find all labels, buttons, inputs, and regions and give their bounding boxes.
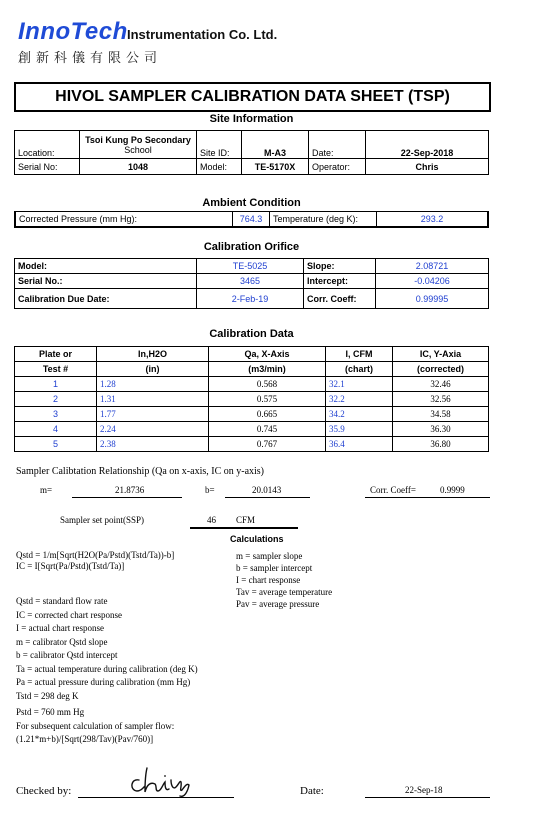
location-label: Location: xyxy=(15,131,80,159)
calibrator-definitions xyxy=(16,595,198,747)
signature-icon xyxy=(125,758,200,798)
cell-inh2o: 1.77 xyxy=(97,407,209,422)
ssp-value: 46 xyxy=(207,515,216,525)
date-value: 22-Sep-2018 xyxy=(366,131,489,159)
company-name: Instrumentation Co. Ltd. xyxy=(127,27,278,42)
footer-date-label: Date: xyxy=(300,785,324,797)
cell-qa: 0.568 xyxy=(209,377,326,392)
table-row xyxy=(15,392,489,407)
col-subheader-m3min: (m3/min) xyxy=(209,362,326,377)
relationship-corr-label: Corr. Coeff= xyxy=(370,485,416,495)
cell-qa: 0.575 xyxy=(209,392,326,407)
cell-inh2o: 2.38 xyxy=(97,437,209,452)
calculations-title: Calculations xyxy=(230,534,284,544)
def-pav: Pav = average pressure xyxy=(236,599,320,609)
company-chinese-name: 創新科儀有限公司 xyxy=(18,51,163,66)
def-line: Ta = actual temperature during calibration (deg K) xyxy=(16,663,198,674)
pressure-value: 764.3 xyxy=(233,212,270,228)
temperature-label: Temperature (deg K): xyxy=(270,212,377,228)
cell-test: 4 xyxy=(15,422,97,437)
table-row xyxy=(15,377,489,392)
orifice-heading: Calibration Orifice xyxy=(203,241,300,253)
location-line-1: Tsoi Kung Po Secondary xyxy=(85,134,191,145)
site-id-value: M-A3 xyxy=(242,131,309,159)
cell-ic: 36.30 xyxy=(393,422,489,437)
cell-test: 1 xyxy=(15,377,97,392)
table-row xyxy=(15,422,489,437)
ssp-label: Sampler set point(SSP) xyxy=(60,515,145,525)
def-m: m = sampler slope xyxy=(236,551,303,561)
col-header-inh2o: In,H2O xyxy=(97,347,209,362)
def-line: Pa = actual pressure during calibration (mm Hg) xyxy=(16,677,191,687)
orifice-table xyxy=(14,258,489,309)
company-logo-text: InnoTech xyxy=(18,18,128,45)
col-header-i: I, CFM xyxy=(326,347,393,362)
m-label: m= xyxy=(40,485,53,495)
slope-label: Slope: xyxy=(304,259,376,274)
footer-date-value: 22-Sep-18 xyxy=(405,785,443,795)
cell-i: 36.4 xyxy=(326,437,393,452)
def-tav: Tav = average temperature xyxy=(236,587,333,597)
cell-i: 34.2 xyxy=(326,407,393,422)
col-header-qa: Qa, X-Axis xyxy=(209,347,326,362)
intercept-label: Intercept: xyxy=(304,274,376,289)
cell-i: 35.9 xyxy=(326,422,393,437)
def-line: I = actual chart response xyxy=(16,623,105,633)
sampler-definitions xyxy=(236,550,332,610)
site-id-label: Site ID: xyxy=(197,131,242,159)
location-value xyxy=(80,131,197,159)
col-subheader-corrected: (corrected) xyxy=(393,362,489,377)
def-i: I = chart response xyxy=(236,575,301,585)
col-subheader-test: Test # xyxy=(15,362,97,377)
corr-coeff-value: 0.99995 xyxy=(376,289,489,309)
cell-inh2o: 1.28 xyxy=(97,377,209,392)
site-info-heading: Site Information xyxy=(209,113,294,125)
cell-qa: 0.767 xyxy=(209,437,326,452)
def-line: (1.21*m+b)/[Sqrt(298/Tav)(Pav/760)] xyxy=(16,734,154,744)
ambient-heading: Ambient Condition xyxy=(202,197,301,209)
def-line: For subsequent calculation of sampler flow: xyxy=(16,720,175,731)
cell-qa: 0.665 xyxy=(209,407,326,422)
cell-ic: 36.80 xyxy=(393,437,489,452)
page-title: HIVOL SAMPLER CALIBRATION DATA SHEET (TSP) xyxy=(14,82,491,112)
formulas xyxy=(16,550,174,572)
ssp-unit: CFM xyxy=(236,515,256,525)
b-label: b= xyxy=(205,485,215,495)
table-row xyxy=(15,437,489,452)
def-line: m = calibrator Qstd slope xyxy=(16,636,108,647)
relationship-corr-value: 0.9999 xyxy=(440,485,465,495)
col-header-ic: IC, Y-Axia xyxy=(393,347,489,362)
orifice-serial-label: Serial No.: xyxy=(15,274,197,289)
model-label: Model: xyxy=(197,159,242,175)
orifice-model-value: TE-5025 xyxy=(197,259,304,274)
cell-inh2o: 1.31 xyxy=(97,392,209,407)
ambient-table xyxy=(14,211,489,228)
due-date-value: 2-Feb-19 xyxy=(197,289,304,309)
def-line: b = calibrator Qstd intercept xyxy=(16,650,118,660)
cell-test: 3 xyxy=(15,407,97,422)
col-subheader-in: (in) xyxy=(97,362,209,377)
serial-label: Serial No: xyxy=(15,159,80,175)
due-date-label: Calibration Due Date: xyxy=(15,289,197,309)
orifice-serial-value: 3465 xyxy=(197,274,304,289)
cell-qa: 0.745 xyxy=(209,422,326,437)
def-line: IC = corrected chart response xyxy=(16,609,123,620)
cell-ic: 32.56 xyxy=(393,392,489,407)
b-value: 20.0143 xyxy=(252,485,282,495)
site-info-table xyxy=(14,130,489,175)
def-line: Qstd = standard flow rate xyxy=(16,596,108,606)
formula-ic: IC = I[Sqrt(Pa/Pstd)(Tstd/Ta)] xyxy=(16,561,125,571)
def-line: Pstd = 760 mm Hg xyxy=(16,707,85,717)
def-line: Tstd = 298 deg K xyxy=(16,690,79,701)
cell-i: 32.2 xyxy=(326,392,393,407)
def-b: b = sampler intercept xyxy=(236,563,313,573)
relationship-title: Sampler Calibtation Relationship (Qa on x-axis, IC on y-axis) xyxy=(16,466,265,477)
pressure-label: Corrected Pressure (mm Hg): xyxy=(15,212,233,228)
temperature-value: 293.2 xyxy=(377,212,489,228)
cell-test: 2 xyxy=(15,392,97,407)
checked-by-label: Checked by: xyxy=(16,785,72,797)
cell-ic: 32.46 xyxy=(393,377,489,392)
intercept-value: -0.04206 xyxy=(376,274,489,289)
cell-i: 32.1 xyxy=(326,377,393,392)
operator-label: Operator: xyxy=(309,159,366,175)
col-header-plate: Plate or xyxy=(15,347,97,362)
date-label: Date: xyxy=(309,131,366,159)
model-value: TE-5170X xyxy=(242,159,309,175)
formula-qstd: Qstd = 1/m[Sqrt(H2O(Pa/Pstd)(Tstd/Ta))-b] xyxy=(16,550,175,560)
cell-test: 5 xyxy=(15,437,97,452)
operator-value: Chris xyxy=(366,159,489,175)
table-row xyxy=(15,407,489,422)
orifice-model-label: Model: xyxy=(15,259,197,274)
corr-coeff-label: Corr. Coeff: xyxy=(304,289,376,309)
cell-inh2o: 2.24 xyxy=(97,422,209,437)
location-line-2: School xyxy=(124,144,152,155)
slope-value: 2.08721 xyxy=(376,259,489,274)
col-subheader-chart: (chart) xyxy=(326,362,393,377)
calib-heading: Calibration Data xyxy=(209,328,294,340)
cell-ic: 34.58 xyxy=(393,407,489,422)
serial-value: 1048 xyxy=(80,159,197,175)
m-value: 21.8736 xyxy=(115,485,145,495)
calibration-data-table xyxy=(14,346,489,452)
